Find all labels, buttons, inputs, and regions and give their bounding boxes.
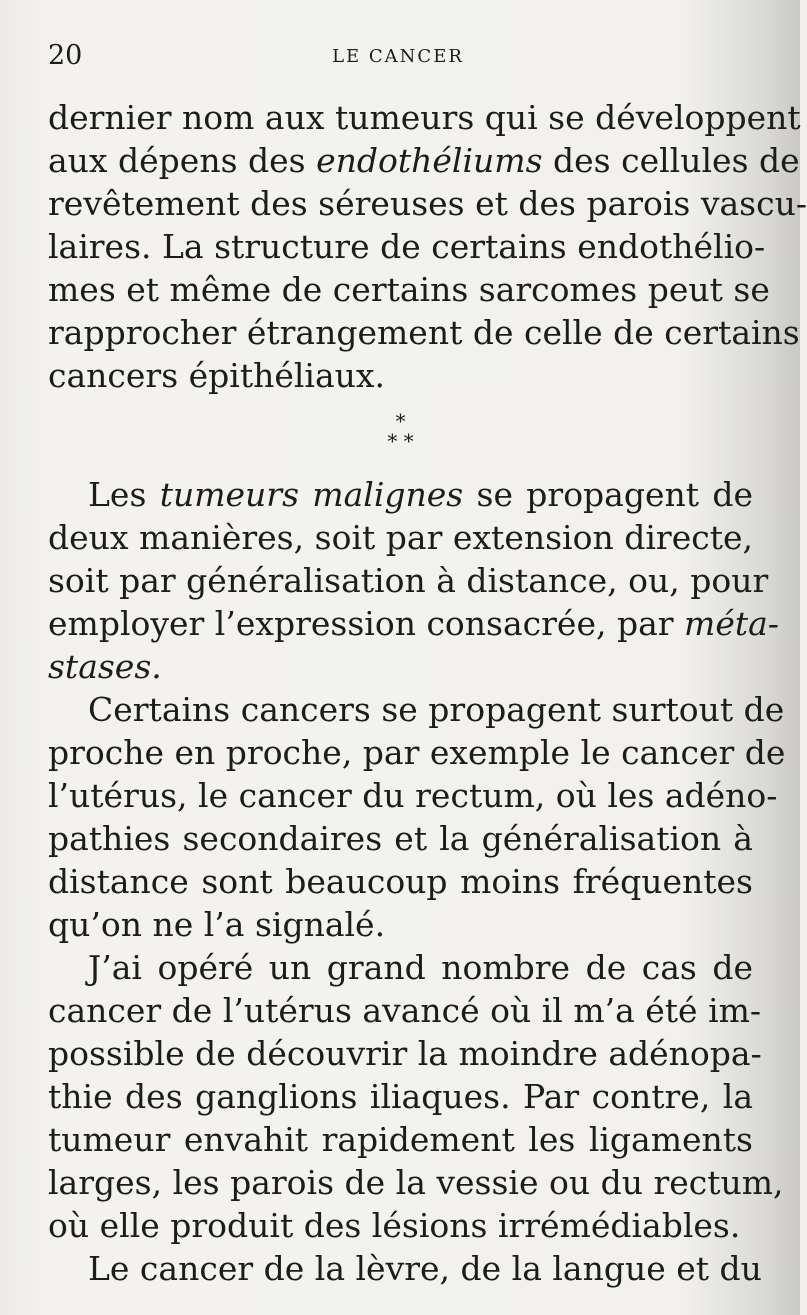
text-line: tumeur envahit rapidement les ligaments (48, 1120, 753, 1159)
italic-term: méta- (684, 604, 779, 643)
paragraph (48, 1247, 762, 1290)
text-line: distance sont beaucoup moins fréquentes (48, 862, 753, 901)
text-line: laires. La structure de certains endothélio- (48, 227, 766, 266)
italic-term: tumeurs malignes (159, 475, 464, 514)
text-line: cancers épithéliaux. (48, 356, 386, 395)
text-line: Le cancer de la lèvre, de la langue et du (88, 1249, 762, 1288)
text-line: proche en proche, par exemple le cancer de (48, 733, 786, 772)
paragraph (48, 473, 779, 688)
text-line: soit par généralisation à distance, ou, pour (48, 561, 769, 600)
page-header (48, 38, 748, 74)
text-run: se propagent de (476, 475, 753, 514)
text-run: des cellules de (553, 141, 800, 180)
text-line: Certains cancers se propagent surtout de (88, 690, 785, 729)
text-line: l’utérus, le cancer du rectum, où les adéno- (48, 776, 778, 815)
text-line: stases. (48, 647, 162, 686)
text-line: pathies secondaires et la généralisation à (48, 819, 753, 858)
text-run: Les (88, 475, 147, 514)
separator-star-top: * (395, 409, 406, 433)
text-line: rapprocher étrangement de celle de certains (48, 313, 800, 352)
text-line (48, 602, 779, 645)
text-line: qu’on ne l’a signalé. (48, 905, 386, 944)
text-line: dernier nom aux tumeurs qui se développent (48, 98, 801, 137)
italic-term: endothéliums (316, 141, 543, 180)
paragraph (48, 946, 784, 1247)
text-line: J’ai opéré un grand nombre de cas de (88, 948, 753, 987)
text-line: cancer de l’utérus avancé où il m’a été im- (48, 991, 762, 1030)
paragraph-continued (48, 96, 807, 397)
page-number: 20 (48, 40, 83, 71)
text-line: revêtement des séreuses et des parois vascu- (48, 184, 807, 223)
page-body (48, 96, 807, 1290)
text-line: où elle produit des lésions irrémédiables. (48, 1206, 741, 1245)
text-line: deux manières, soit par extension directe, (48, 518, 753, 557)
section-separator (48, 411, 753, 451)
text-line: thie des ganglions iliaques. Par contre, la (48, 1077, 753, 1116)
text-run: employer l’expression consacrée, par (48, 604, 674, 643)
separator-stars-bottom: * * (387, 429, 414, 453)
text-run: aux dépens des (48, 141, 306, 180)
text-line (48, 473, 753, 516)
paragraph (48, 688, 786, 946)
text-line: possible de découvrir la moindre adénopa- (48, 1034, 762, 1073)
text-line (48, 139, 800, 182)
running-head: LE CANCER (332, 46, 464, 67)
text-line: mes et même de certains sarcomes peut se (48, 270, 770, 309)
text-line: larges, les parois de la vessie ou du rectum, (48, 1163, 784, 1202)
